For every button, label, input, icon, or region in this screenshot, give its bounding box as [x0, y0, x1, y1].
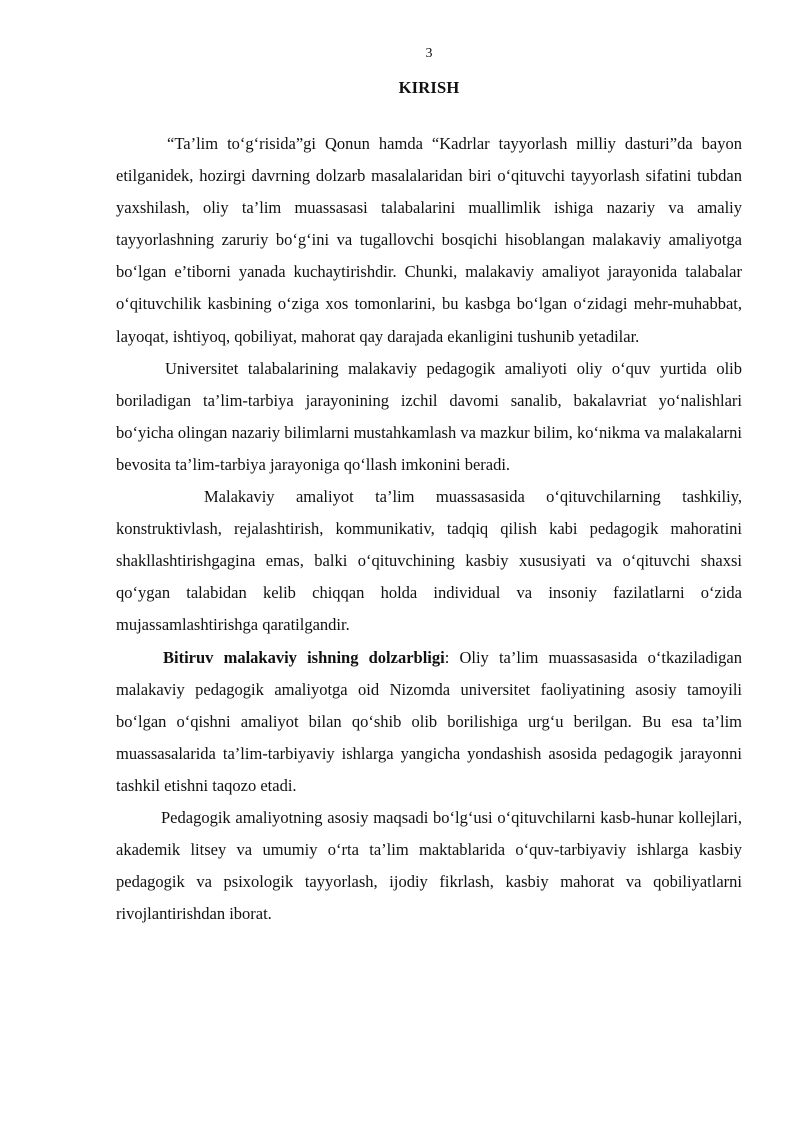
page-number: 3 [425, 46, 433, 61]
paragraph-4 [116, 642, 742, 802]
paragraph-4-text: : Oliy ta’lim muassasasida o‘tkaziladigan malakaviy pedagogik amaliyotga oid Nizomda universitet faoliyatining asosiy tamoyili bo‘lgan o‘qishni amaliyot bilan qo‘shib olib borilishiga urg‘u berilgan. Bu esa ta’lim muassasalarida ta’lim-tarbiyaviy ishlarga yangicha yondashish asosida pedagogik jarayonni tashkil etishni taqozo etadi. [116, 647, 742, 795]
document-body [116, 128, 742, 930]
paragraph-3: Malakaviy amaliyot ta’lim muassasasida o‘qituvchilarning tashkiliy, konstruktivlash, rejalashtirish, kommunikativ, tadqiq qilish kabi pedagogik mahoratini shakllashtirishgagina emas, balki o‘qituvchining kasbiy xususiyati va o‘qituvchi shaxsi qo‘ygan talabidan kelib chiqqan holda individual va insoniy fazilatlarni o‘zida mujassamlashtirishga qaratilgandir. [116, 487, 742, 635]
page-title: KIRISH [398, 78, 460, 97]
relevance-heading: Bitiruv malakaviy ishning dolzarbligi [163, 647, 445, 667]
paragraph-1: “Ta’lim to‘g‘risida”gi Qonun hamda “Kadrlar tayyorlash milliy dasturi”da bayon etilganidek, hozirgi davrning dolzarb masalalaridan biri o‘qituvchi tayyorlash sifatini tubdan yaxshilash, oliy ta’lim muassasasi talabalarini muallimlik ishiga nazariy va amaliy tayyorlashning zaruriy bo‘g‘ini va tugallovchi bosqichi hisoblangan malakaviy amaliyotga bo‘lgan e’tiborni yanada kuchaytirishdir. Chunki, malakaviy amaliyot jarayonida talabalar o‘qituvchilik kasbining o‘ziga xos tomonlarini, bu kasbga bo‘lgan o‘zidagi mehr-muhabbat, layoqat, ishtiyoq, qobiliyat, mahorat qay darajada ekanligini tushunib yetadilar. [116, 134, 742, 346]
paragraph-5: Pedagogik amaliyotning asosiy maqsadi bo‘lg‘usi o‘qituvchilarni kasb-hunar kollejlari, akademik litsey va umumiy o‘rta ta’lim maktablarida o‘quv-tarbiyaviy ishlarga kasbiy pedagogik va psixologik tayyorlash, ijodiy fikrlash, kasbiy mahorat va qobiliyatlarni rivojlantirishdan iborat. [116, 807, 742, 924]
paragraph-2: Universitet talabalarining malakaviy pedagogik amaliyoti oliy o‘quv yurtida olib boriladigan ta’lim-tarbiya jarayonining izchil davomi sanalib, bakalavriat yo‘nalishlari bo‘yicha olingan nazariy bilimlarni mustahkamlash va mazkur bilim, ko‘nikma va malakalarni bevosita ta’lim-tarbiya jarayoniga qo‘llash imkonini beradi. [116, 358, 742, 474]
